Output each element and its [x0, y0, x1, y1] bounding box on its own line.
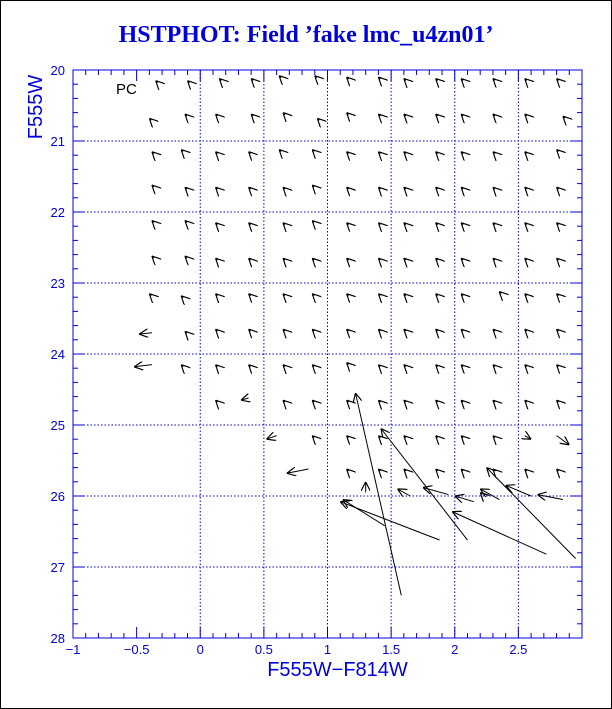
y-tick-label: 24 — [50, 347, 65, 362]
vector-arrow — [134, 365, 152, 367]
vector-arrow — [139, 333, 152, 334]
vector-arrow — [461, 469, 463, 471]
vector-arrow — [436, 365, 438, 367]
vector-arrow — [493, 258, 495, 260]
vector-arrow — [287, 469, 309, 473]
vector-arrow — [452, 512, 546, 555]
x-tick-label: 1.5 — [382, 642, 401, 657]
vector-arrow — [461, 187, 463, 189]
vector-arrow — [149, 294, 151, 296]
vector-arrow — [216, 258, 218, 260]
vector-arrow — [404, 469, 406, 471]
grid-lines — [73, 70, 582, 638]
vector-arrow — [436, 152, 438, 154]
vector-arrow — [251, 79, 253, 81]
vector-arrow — [312, 365, 314, 367]
vector-arrow — [537, 495, 562, 500]
vector-arrow — [436, 258, 438, 260]
vector-arrow — [185, 114, 187, 116]
x-tick-label: 0.5 — [254, 642, 273, 657]
vector-arrow — [404, 436, 406, 438]
vector-arrow — [480, 492, 482, 494]
panel-label: PC — [116, 81, 137, 98]
vector-arrow — [249, 258, 251, 260]
vector-arrow — [493, 469, 495, 471]
vector-arrow — [436, 187, 438, 189]
vector-arrow — [249, 187, 251, 189]
vector-arrow — [461, 400, 463, 402]
vector-arrow — [525, 365, 527, 367]
y-tick-label: 25 — [50, 418, 65, 433]
y-tick-label: 20 — [50, 63, 65, 78]
vector-arrow — [557, 436, 570, 445]
vector-arrow — [378, 294, 380, 296]
x-tick-label: 2.5 — [509, 642, 528, 657]
vector-arrow — [249, 223, 251, 225]
vector-arrow — [525, 400, 527, 402]
vector-arrow — [557, 329, 559, 331]
vector-arrow — [378, 187, 380, 189]
vector-arrow — [525, 152, 527, 154]
vector-arrow — [347, 187, 349, 189]
vector-arrow — [347, 294, 349, 296]
vector-arrow — [347, 258, 349, 260]
chart-title: HSTPHOT: Field ’fake lmc_u4zn01’ — [118, 22, 494, 48]
vector-arrow — [216, 187, 218, 189]
vector-arrow — [283, 187, 285, 189]
vector-arrow — [216, 400, 218, 402]
vector-arrow — [378, 329, 380, 331]
vector-arrow — [436, 400, 438, 402]
vector-arrow — [525, 258, 527, 260]
vector-arrow — [378, 400, 380, 402]
vector-arrow — [404, 114, 406, 116]
vector-arrow — [378, 114, 380, 116]
vector-arrow — [525, 79, 527, 81]
vector-arrow — [216, 223, 218, 225]
vector-arrow — [216, 114, 218, 116]
vector-arrow — [461, 258, 463, 260]
vector-arrow — [525, 469, 527, 471]
vector-arrows — [134, 76, 576, 596]
x-tick-label: 1 — [323, 642, 332, 657]
vector-arrow — [493, 365, 495, 367]
vector-arrow — [461, 223, 463, 225]
vector-arrow — [283, 400, 285, 402]
vector-arrow — [493, 436, 495, 438]
vector-arrow — [404, 365, 406, 367]
vector-arrow — [347, 400, 349, 402]
vector-arrow — [249, 365, 251, 367]
vector-arrow — [404, 187, 406, 189]
vector-arrow — [266, 436, 276, 440]
vector-arrow — [156, 81, 158, 83]
vector-arrow — [525, 114, 527, 116]
x-axis-label: F555W−F814W — [267, 659, 408, 681]
vector-arrow — [312, 400, 314, 402]
vector-arrow — [216, 329, 218, 331]
vector-arrow — [455, 496, 474, 502]
vector-arrow — [347, 469, 349, 471]
vector-arrow — [185, 187, 187, 189]
vector-arrow — [188, 81, 190, 83]
vector-arrow — [312, 258, 314, 260]
vector-arrow — [487, 468, 576, 559]
vector-arrow — [312, 221, 314, 223]
x-tick-label: 0 — [196, 642, 204, 657]
y-axis-label: F555W — [25, 74, 47, 140]
vector-arrow — [378, 77, 380, 79]
vector-arrow — [436, 79, 438, 81]
vector-arrow — [283, 113, 285, 115]
vector-arrow — [216, 294, 218, 296]
vector-arrow — [563, 116, 565, 118]
vector-arrow — [181, 150, 183, 152]
vector-arrow — [347, 363, 349, 365]
vector-arrow — [557, 258, 559, 260]
vector-arrow — [312, 294, 314, 296]
vector-arrow — [404, 79, 406, 81]
vector-arrow — [347, 113, 349, 115]
vector-arrow — [355, 393, 401, 595]
vector-arrow — [181, 296, 183, 298]
vector-arrow — [461, 79, 463, 81]
vector-arrow — [343, 500, 385, 526]
vector-arrow — [461, 114, 463, 116]
vector-arrow — [397, 489, 410, 496]
vector-arrow — [347, 223, 349, 225]
vector-arrow — [436, 436, 438, 438]
vector-arrow — [152, 152, 154, 154]
vector-arrow — [378, 152, 380, 154]
vector-arrow — [283, 365, 285, 367]
vector-arrow — [404, 223, 406, 225]
vector-arrow — [557, 223, 559, 225]
vector-arrow — [557, 150, 559, 152]
vector-arrow — [279, 76, 281, 78]
vector-arrow — [404, 400, 406, 402]
vector-arrow — [557, 79, 559, 81]
vector-arrow — [216, 365, 218, 367]
y-tick-label: 23 — [50, 276, 65, 291]
vector-arrow — [283, 294, 285, 296]
vector-arrow — [347, 329, 349, 331]
x-tick-label: −1 — [65, 642, 81, 657]
vector-arrow — [283, 223, 285, 225]
vector-arrow — [378, 258, 380, 260]
vector-arrow — [149, 118, 151, 120]
vector-arrow — [312, 150, 314, 152]
vector-arrow — [219, 79, 221, 81]
y-tick-label: 26 — [50, 489, 65, 504]
vector-arrow — [461, 294, 463, 296]
vector-arrow — [557, 365, 559, 367]
vector-arrow — [404, 329, 406, 331]
vector-arrow — [557, 294, 559, 296]
vector-arrow — [525, 329, 527, 331]
vector-arrow — [493, 114, 495, 116]
vector-arrow — [249, 152, 251, 154]
vector-arrow — [378, 469, 380, 471]
vector-arrow — [216, 152, 218, 154]
vector-arrow — [378, 365, 380, 367]
vector-arrow — [404, 294, 406, 296]
vector-arrow — [283, 329, 285, 331]
vector-arrow — [436, 223, 438, 225]
vector-arrow — [181, 365, 183, 367]
y-tick-label: 28 — [50, 631, 65, 646]
vector-arrow — [493, 79, 495, 81]
vector-arrow — [347, 77, 349, 79]
vector-arrow — [312, 329, 314, 331]
vector-arrow — [185, 256, 187, 258]
vector-arrow — [378, 436, 380, 438]
vector-arrow — [480, 489, 499, 500]
vector-arrow — [340, 502, 439, 540]
vector-arrow — [404, 258, 406, 260]
vector-arrow — [251, 114, 253, 116]
vector-arrow — [312, 185, 314, 187]
vector-arrow — [436, 114, 438, 116]
vector-arrow — [249, 294, 251, 296]
x-tick-label: −0.5 — [123, 642, 150, 657]
vector-arrow — [347, 436, 349, 438]
vector-arrow — [461, 365, 463, 367]
vector-arrow — [525, 187, 527, 189]
vector-arrow — [461, 329, 463, 331]
vector-arrow — [423, 487, 448, 494]
vector-arrow — [525, 223, 527, 225]
axis-ticks — [51, 63, 582, 657]
vector-arrow — [557, 187, 559, 189]
y-tick-label: 27 — [50, 560, 65, 575]
vector-arrow — [525, 294, 527, 296]
vector-arrow — [241, 398, 249, 400]
vector-arrow — [185, 221, 187, 223]
vector-arrow — [249, 329, 251, 331]
vector-arrow — [436, 329, 438, 331]
vector-arrow — [436, 294, 438, 296]
vector-arrow — [493, 187, 495, 189]
vector-arrow — [557, 469, 559, 471]
vector-arrow — [152, 221, 154, 223]
vector-arrow — [404, 152, 406, 154]
vector-arrow — [317, 118, 319, 120]
vector-arrow — [185, 331, 187, 333]
vector-arrow — [461, 152, 463, 154]
vector-arrow — [493, 152, 495, 154]
vector-arrow — [378, 223, 380, 225]
y-tick-label: 21 — [50, 134, 65, 149]
vector-arrow — [347, 152, 349, 154]
vector-arrow — [493, 223, 495, 225]
y-tick-label: 22 — [50, 205, 65, 220]
vector-arrow — [499, 292, 501, 294]
vector-arrow — [557, 400, 559, 402]
vector-arrow — [461, 436, 463, 438]
x-tick-label: 2 — [451, 642, 459, 657]
vector-arrow — [436, 469, 438, 471]
vector-arrow — [312, 436, 314, 438]
vector-arrow — [493, 400, 495, 402]
vector-arrow — [152, 256, 154, 258]
vector-arrow — [283, 258, 285, 260]
vector-arrow — [525, 436, 531, 440]
vector-arrow — [493, 329, 495, 331]
vector-arrow — [279, 150, 281, 152]
vector-arrow — [315, 76, 317, 78]
vector-arrow — [152, 185, 154, 187]
